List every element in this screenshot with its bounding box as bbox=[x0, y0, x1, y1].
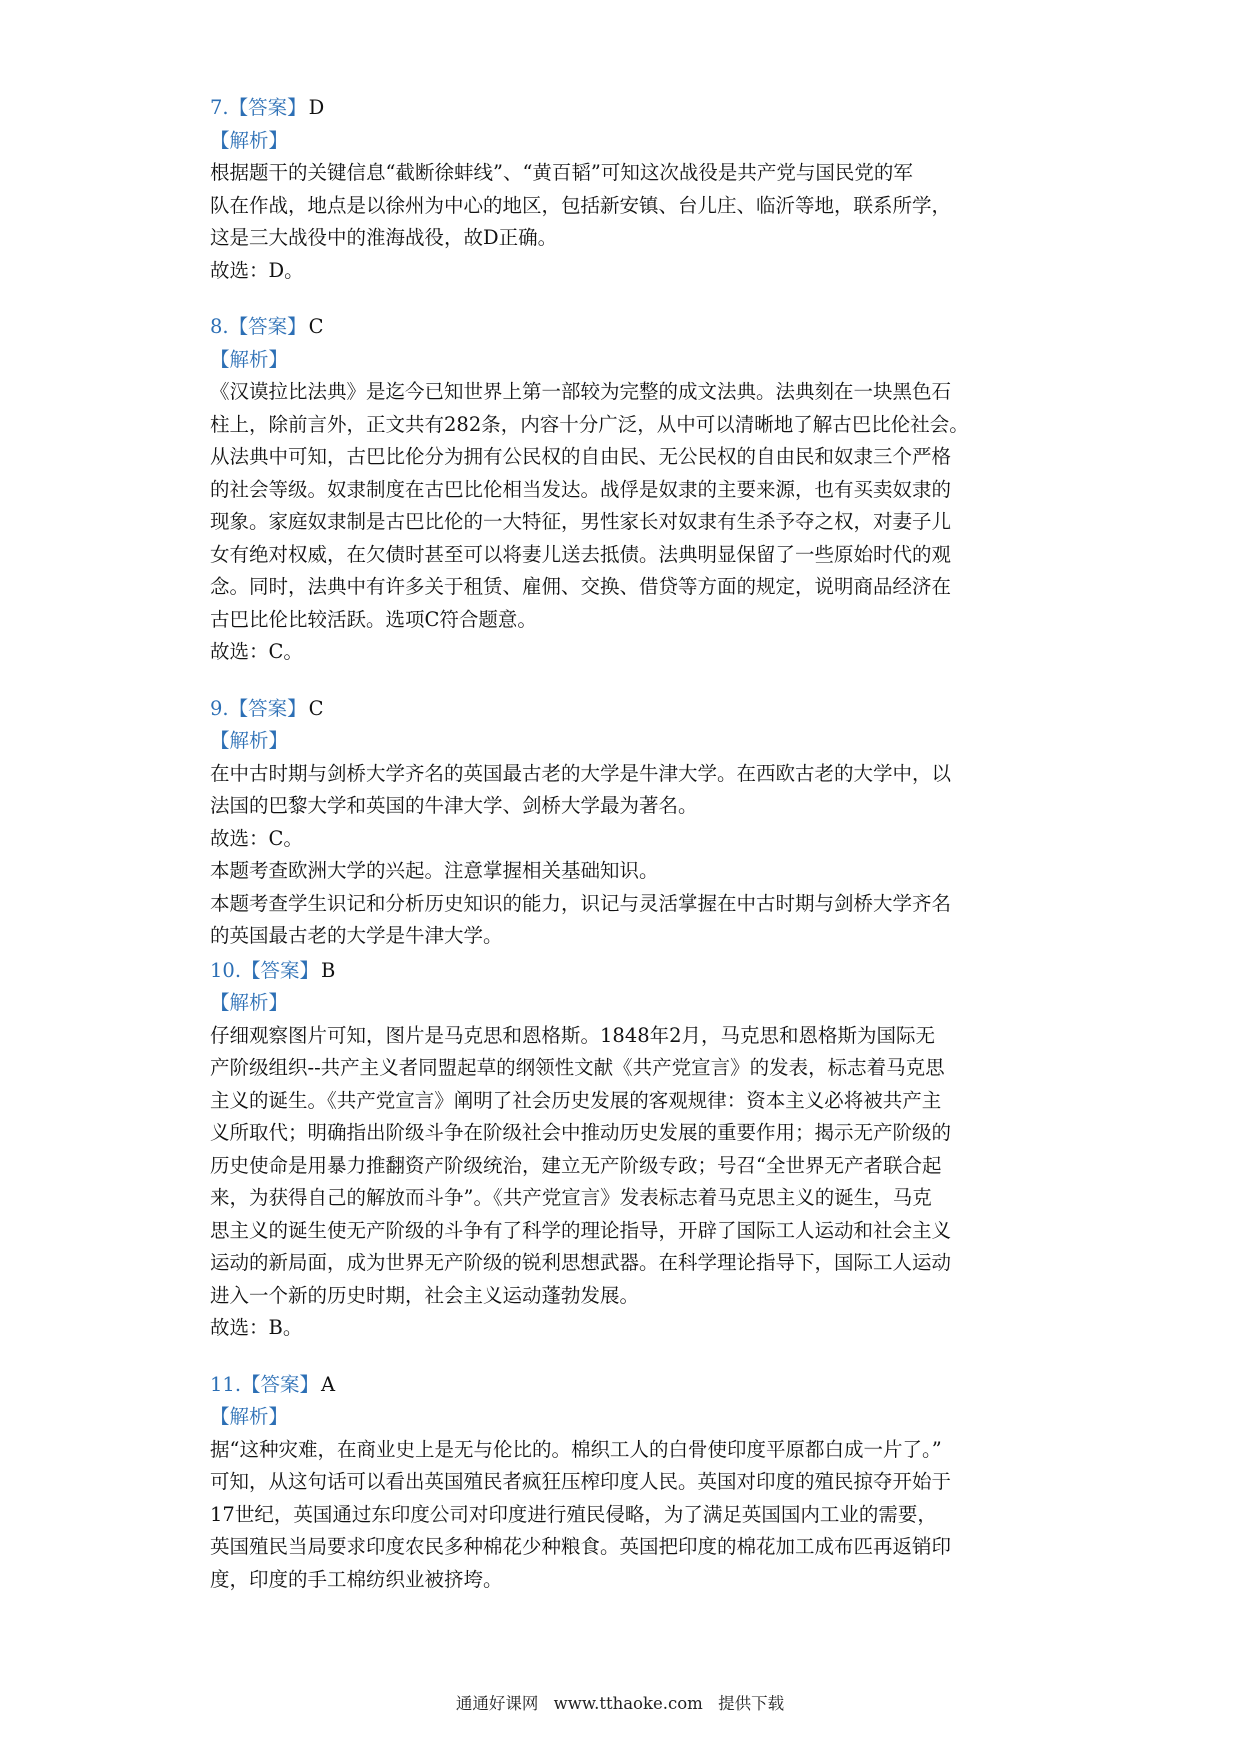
answer-heading bbox=[210, 955, 1040, 988]
analysis-line: 《汉谟拉比法典》是迄今已知世界上第一部较为完整的成文法典。法典刻在一块黑色石 bbox=[210, 380, 952, 403]
analysis-line: 思主义的诞生使无产阶级的斗争有了科学的理论指导，开辟了国际工人运动和社会主义 bbox=[210, 1218, 952, 1242]
analysis-line: 度，印度的手工棉纺织业被挤垮。 bbox=[210, 1567, 503, 1591]
analysis-label: 【解析】 bbox=[210, 128, 289, 152]
analysis-line: 可知，从这句话可以看出英国殖民者疯狂压榨印度人民。英国对印度的殖民掠夺开始于 bbox=[210, 1470, 952, 1493]
analysis-label: 【解析】 bbox=[210, 347, 289, 371]
question-number: 7. bbox=[210, 96, 229, 119]
analysis-line: 来，为获得自己的解放而斗争”。《共产党宣言》发表标志着马克思主义的诞生，马克 bbox=[210, 1186, 932, 1209]
analysis-line: 运动的新局面，成为世界无产阶级的锐利思想武器。在科学理论指导下，国际工人运动 bbox=[210, 1251, 952, 1274]
analysis-line: 本题考查欧洲大学的兴起。注意掌握相关基础知识。 bbox=[210, 859, 659, 882]
question-10 bbox=[210, 955, 1040, 1345]
analysis-line: 古巴比伦比较活跃。选项C符合题意。 bbox=[210, 607, 537, 631]
analysis-label: 【解析】 bbox=[210, 991, 289, 1014]
answer-value: A bbox=[321, 1372, 336, 1396]
analysis-line: 从法典中可知，古巴比伦分为拥有公民权的自由民、无公民权的自由民和奴隶三个严格 bbox=[210, 445, 952, 468]
analysis-line: 的英国最古老的大学是牛津大学。 bbox=[210, 924, 503, 947]
analysis-line: 本题考查学生识记和分析历史知识的能力，识记与灵活掌握在中古时期与剑桥大学齐名 bbox=[210, 891, 952, 915]
answer-label: 【答案】 bbox=[228, 315, 307, 338]
answer-label: 【答案】 bbox=[241, 1372, 320, 1396]
analysis-label: 【解析】 bbox=[210, 729, 289, 752]
question-number: 10. bbox=[210, 958, 242, 982]
answer-value: C bbox=[308, 315, 324, 338]
question-8 bbox=[210, 311, 1040, 669]
analysis-line: 这是三大战役中的淮海战役，故D正确。 bbox=[210, 226, 558, 249]
choice-line: 故选：D。 bbox=[210, 258, 304, 282]
choice-line: 故选：C。 bbox=[210, 640, 303, 663]
answer-heading bbox=[210, 1369, 1040, 1402]
analysis-line: 主义的诞生。《共产党宣言》阐明了社会历史发展的客观规律：资本主义必将被共产主 bbox=[210, 1088, 942, 1112]
analysis-line: 据“这种灾难，在商业史上是无与伦比的。棉织工人的白骨使印度平原都白成一片了。” bbox=[210, 1437, 942, 1461]
analysis-line: 柱上，除前言外，正文共有282条，内容十分广泛，从中可以清晰地了解古巴比伦社会。 bbox=[210, 412, 969, 436]
answer-heading bbox=[210, 311, 1040, 344]
analysis-line: 17世纪，英国通过东印度公司对印度进行殖民侵略，为了满足英国国内工业的需要， bbox=[210, 1502, 937, 1526]
answer-value: D bbox=[308, 96, 325, 119]
answer-value: B bbox=[321, 958, 336, 982]
page-footer bbox=[0, 1690, 1240, 1714]
footer-site-name: 通通好课网 bbox=[455, 1694, 539, 1713]
answer-heading bbox=[210, 693, 1040, 726]
answer-value: C bbox=[308, 696, 324, 720]
question-11 bbox=[210, 1369, 1040, 1597]
answer-label: 【答案】 bbox=[241, 958, 320, 982]
analysis-line: 仔细观察图片可知，图片是马克思和恩格斯。1848年2月，马克思和恩格斯为国际无 bbox=[210, 1023, 936, 1047]
analysis-line: 在中古时期与剑桥大学齐名的英国最古老的大学是牛津大学。在西欧古老的大学中，以 bbox=[210, 761, 952, 785]
question-number: 9. bbox=[210, 696, 229, 720]
question-number: 11. bbox=[210, 1372, 242, 1396]
analysis-line: 队在作战，地点是以徐州为中心的地区，包括新安镇、台儿庄、临沂等地，联系所学， bbox=[210, 193, 952, 217]
choice-line: 故选：C。 bbox=[210, 826, 303, 850]
answer-heading bbox=[210, 92, 1040, 125]
analysis-line: 现象。家庭奴隶制是古巴比伦的一大特征，男性家长对奴隶有生杀予夺之权，对妻子儿 bbox=[210, 510, 952, 533]
question-number: 8. bbox=[210, 315, 229, 338]
footer-url: www.tthaoke.com bbox=[553, 1694, 703, 1713]
choice-line: 故选：B。 bbox=[210, 1316, 303, 1339]
analysis-line: 根据题干的关键信息“截断徐蚌线”、“黄百韬”可知这次战役是共产党与国民党的军 bbox=[210, 161, 913, 184]
analysis-line: 法国的巴黎大学和英国的牛津大学、剑桥大学最为著名。 bbox=[210, 794, 698, 817]
analysis-line: 女有绝对权威，在欠债时甚至可以将妻儿送去抵债。法典明显保留了一些原始时代的观 bbox=[210, 542, 952, 566]
analysis-line: 进入一个新的历史时期，社会主义运动蓬勃发展。 bbox=[210, 1283, 640, 1307]
analysis-line: 产阶级组织--共产主义者同盟起草的纲领性文献《共产党宣言》的发表，标志着马克思 bbox=[210, 1056, 945, 1079]
analysis-line: 义所取代；明确指出阶级斗争在阶级社会中推动历史发展的重要作用；揭示无产阶级的 bbox=[210, 1121, 952, 1144]
question-7 bbox=[210, 92, 1040, 287]
document-body bbox=[210, 92, 1040, 1620]
analysis-label: 【解析】 bbox=[210, 1405, 289, 1428]
analysis-line: 念。同时，法典中有许多关于租赁、雇佣、交换、借贷等方面的规定，说明商品经济在 bbox=[210, 575, 952, 598]
answer-label: 【答案】 bbox=[228, 696, 307, 720]
analysis-line: 历史使命是用暴力推翻资产阶级统治，建立无产阶级专政；号召“全世界无产者联合起 bbox=[210, 1153, 942, 1177]
footer-suffix: 提供下载 bbox=[718, 1694, 785, 1713]
analysis-line: 的社会等级。奴隶制度在古巴比伦相当发达。战俘是奴隶的主要来源，也有买卖奴隶的 bbox=[210, 477, 952, 501]
answer-label: 【答案】 bbox=[228, 96, 307, 119]
analysis-line: 英国殖民当局要求印度农民多种棉花少种粮食。英国把印度的棉花加工成布匹再返销印 bbox=[210, 1535, 952, 1558]
question-9 bbox=[210, 693, 1040, 953]
